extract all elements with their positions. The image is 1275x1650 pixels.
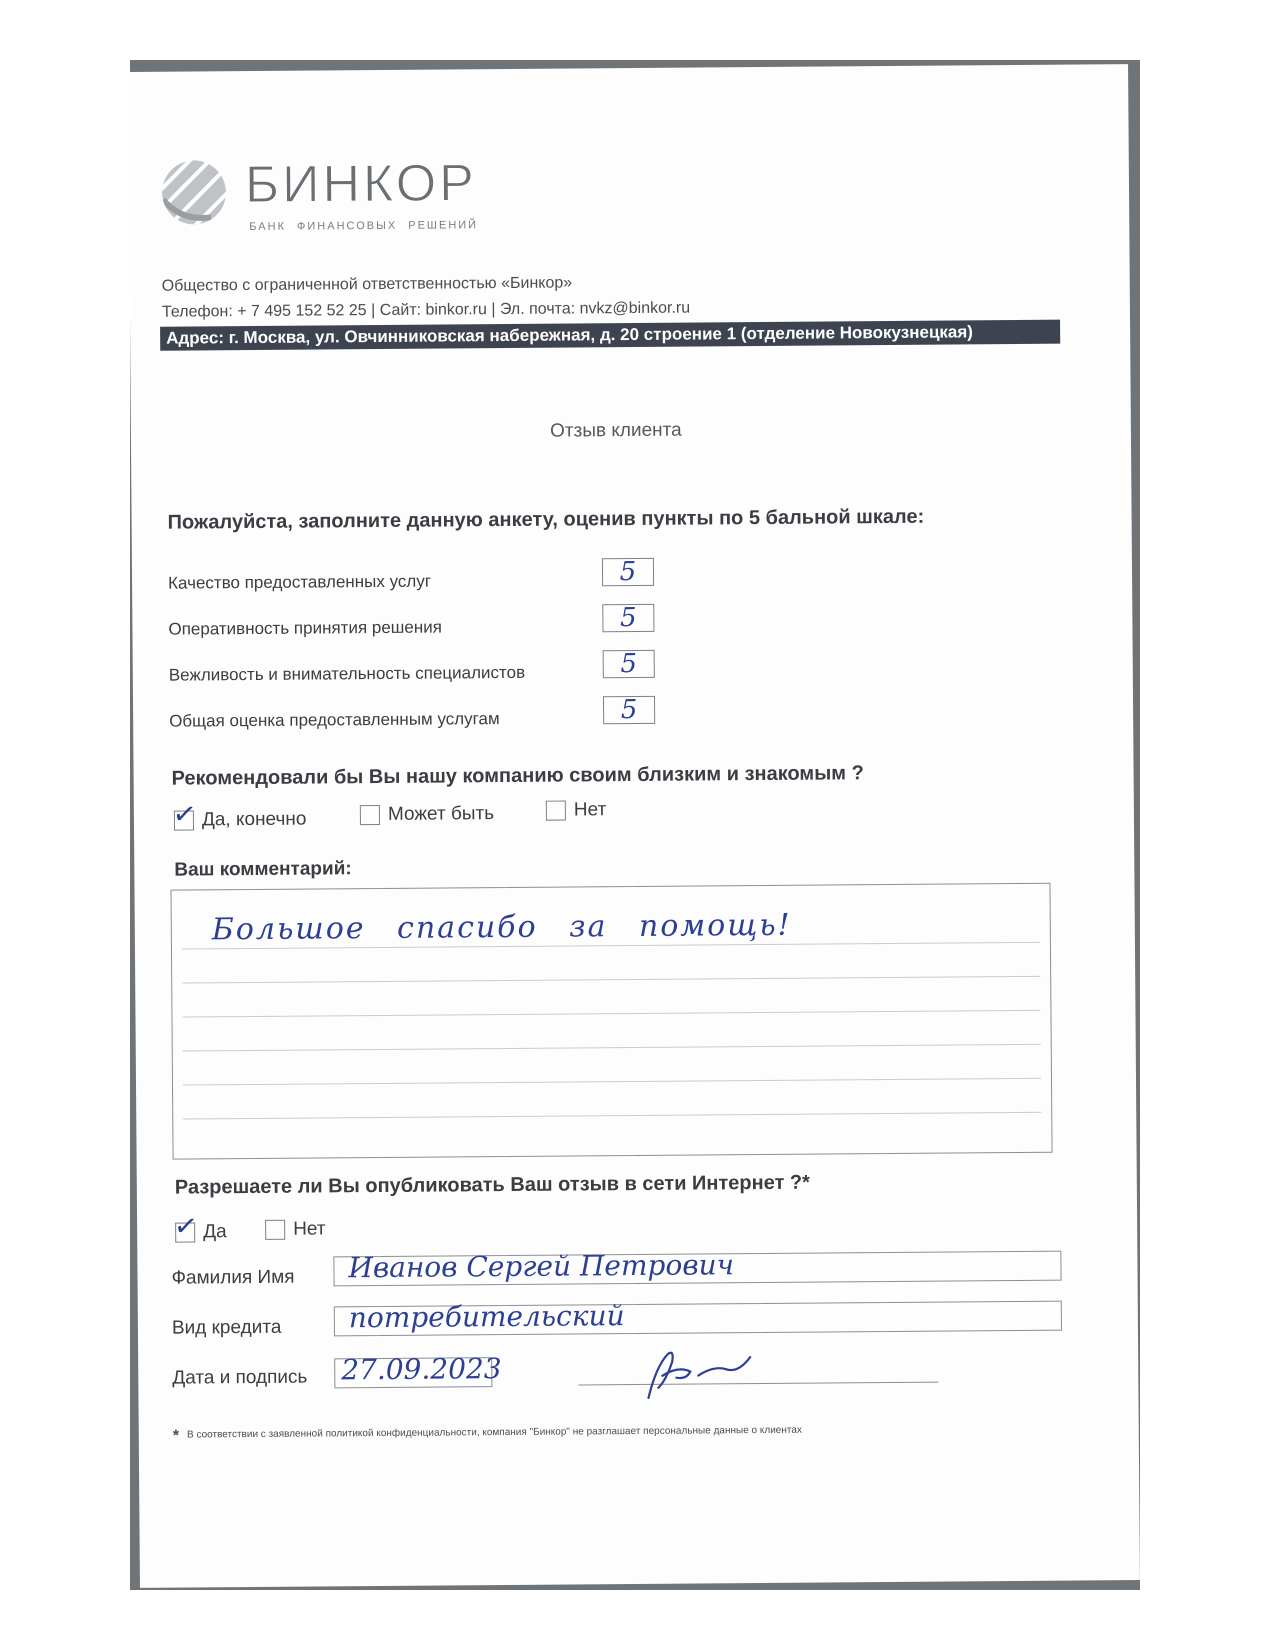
recommend-no-checkbox[interactable] [546,801,566,821]
publish-no-label: Нет [293,1218,326,1240]
comment-rule [183,1078,1041,1086]
organization-name: Общество с ограниченной ответственностью «Бинкор» [161,274,573,295]
publish-yes-label: Да [203,1221,227,1243]
name-field[interactable] [333,1248,1061,1287]
rating-label-overall: Общая оценка предоставленным услугам [169,709,500,731]
rating-label-quality: Качество предоставленных услуг [168,571,432,593]
recommend-no-label: Нет [573,799,607,821]
privacy-footnote [173,1423,802,1446]
recommend-option-yes[interactable] [170,796,307,832]
recommend-maybe-checkbox[interactable] [360,805,380,825]
publish-option-no[interactable] [265,1218,326,1240]
rating-score-overall[interactable]: 5 [603,696,655,724]
form-title: Отзыв клиента [550,419,682,442]
credit-type-field[interactable] [334,1301,1062,1337]
recommend-yes-checkbox[interactable] [170,796,199,832]
comment-rule [182,976,1040,984]
rating-score-speed[interactable]: 5 [602,604,654,632]
comment-label: Ваш комментарий: [174,858,352,881]
publish-option-yes[interactable] [172,1208,227,1244]
recommend-question: Рекомендовали бы Вы нашу компанию своим близким и знакомым ? [171,762,864,790]
credit-type-label: Вид кредита [171,1316,282,1339]
rating-score-politeness[interactable]: 5 [603,650,655,678]
comment-box[interactable] [170,883,1052,1160]
handwritten-signature [628,1335,769,1406]
name-label: Фамилия Имя [171,1266,295,1289]
credit-type-value: потребительский [348,1299,625,1335]
date-signature-label: Дата и подпись [172,1366,308,1389]
footnote-text: В соответствии с заявленной политикой конфиденциальности, компания "Бинкор" не разглашает персональные данные о клиентах [186,1424,802,1441]
recommend-maybe-label: Может быть [387,803,495,825]
form-instruction: Пожалуйста, заполните данную анкету, оценив пункты по 5 бальной шкале: [167,505,925,534]
feedback-form-page [128,64,1140,1588]
publish-no-checkbox[interactable] [265,1220,285,1240]
comment-rule [183,1112,1041,1120]
logo-wordmark: БИНКОР [244,154,478,215]
recommend-option-no[interactable] [546,799,607,821]
date-field[interactable] [334,1352,502,1388]
footnote-star: * [172,1427,180,1445]
name-value: Иванов Сергей Петрович [348,1248,735,1285]
contact-line: Телефон: + 7 495 152 52 25 | Сайт: binkor.ru | Эл. почта: nvkz@binkor.ru [161,299,691,321]
publish-question: Разрешаете ли Вы опубликовать Ваш отзыв в сети Интернет ?* [174,1171,810,1199]
comment-text: Большое спасибо за помощь! [211,907,792,948]
checkmark-icon: ✓ [172,1208,200,1244]
publish-yes-checkbox[interactable] [172,1208,200,1244]
checkmark-icon: ✓ [170,796,199,832]
recommend-yes-label: Да, конечно [201,808,307,831]
address-bar: Адрес: г. Москва, ул. Овчинниковская набережная, д. 20 строение 1 (отделение Новокузнецкая) [160,320,1060,351]
rating-label-politeness: Вежливость и внимательность специалистов [168,662,526,685]
binkor-logo-icon [161,159,228,226]
comment-rule [183,1044,1041,1052]
logo-tagline: БАНК ФИНАНСОВЫХ РЕШЕНИЙ [249,219,479,234]
recommend-option-maybe[interactable] [360,803,494,826]
date-value: 27.09.2023 [341,1352,502,1387]
comment-rule [182,1010,1040,1018]
rating-score-quality[interactable]: 5 [602,558,654,586]
rating-label-speed: Оперативность принятия решения [168,617,443,639]
